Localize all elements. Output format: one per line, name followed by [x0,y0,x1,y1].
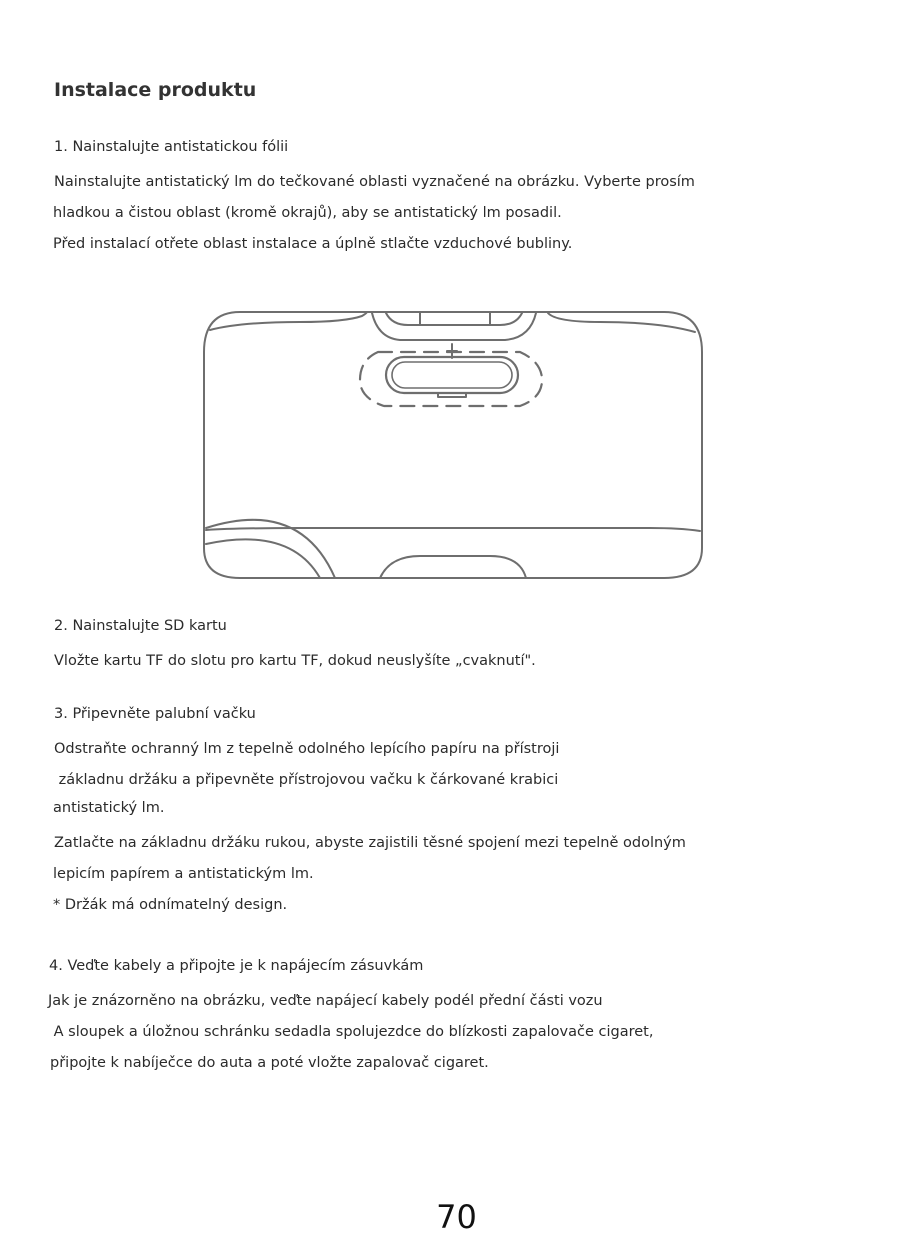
page-number: 70 [436,1198,477,1236]
section-2-heading: 2. Nainstalujte SD kartu [54,618,227,634]
section-4-line-2: A sloupek a úložnou schránku sedadla spolujezdce do blízkosti zapalovače cigaret, [49,1024,654,1040]
bottom-center-hump [380,556,526,578]
top-right-contour [548,313,695,332]
section-3-line-1: Odstraňte ochranný lm z tepelně odolného lepícího papíru na přístroji [54,741,560,757]
lower-body-line [206,528,700,531]
section-3-line-3: antistatický lm. [53,800,165,816]
section-1-line-3: Před instalací otřete oblast instalace a úplně stlačte vzduchové bubliny. [53,236,573,252]
section-1-line-2: hladkou a čistou oblast (kromě okrajů), aby se antistatický lm posadil. [53,205,562,221]
page-title: Instalace produktu [54,79,257,101]
section-1-heading: 1. Nainstalujte antistatickou fólii [54,139,289,155]
section-3-heading: 3. Připevněte palubní vačku [54,706,256,722]
mount-bracket-inner [386,313,522,325]
mount-pad-inner [392,362,512,388]
top-left-contour [210,312,367,330]
mount-bracket-outer [372,313,536,340]
section-4-heading: 4. Veďte kabely a připojte je k napájecím zásuvkám [49,958,424,974]
section-3-line-4: Zatlačte na základnu držáku rukou, abyste zajistili těsné spojení mezi tepelně odolným [54,835,686,851]
mount-bracket-tab [420,313,490,325]
section-3-line-2: základnu držáku a připevněte přístrojovou vačku k čárkované krabici [54,772,559,788]
section-4-line-3: připojte k nabíječce do auta a poté vložte zapalovač cigaret. [50,1055,489,1071]
section-3-line-5: lepicím papírem a antistatickým lm. [53,866,314,882]
section-4-line-1: Jak je znázorněno na obrázku, veďte napájecí kabely podél přední části vozu [48,993,603,1009]
section-2-line-1: Vložte kartu TF do slotu pro kartu TF, dokud neuslyšíte „cvaknutí". [54,653,536,669]
section-1-line-1: Nainstalujte antistatický lm do tečkované oblasti vyznačené na obrázku. Vyberte prosím [54,174,695,190]
section-3-note: * Držák má odnímatelný design. [53,897,288,913]
bottom-left-arc-inner [206,539,320,578]
